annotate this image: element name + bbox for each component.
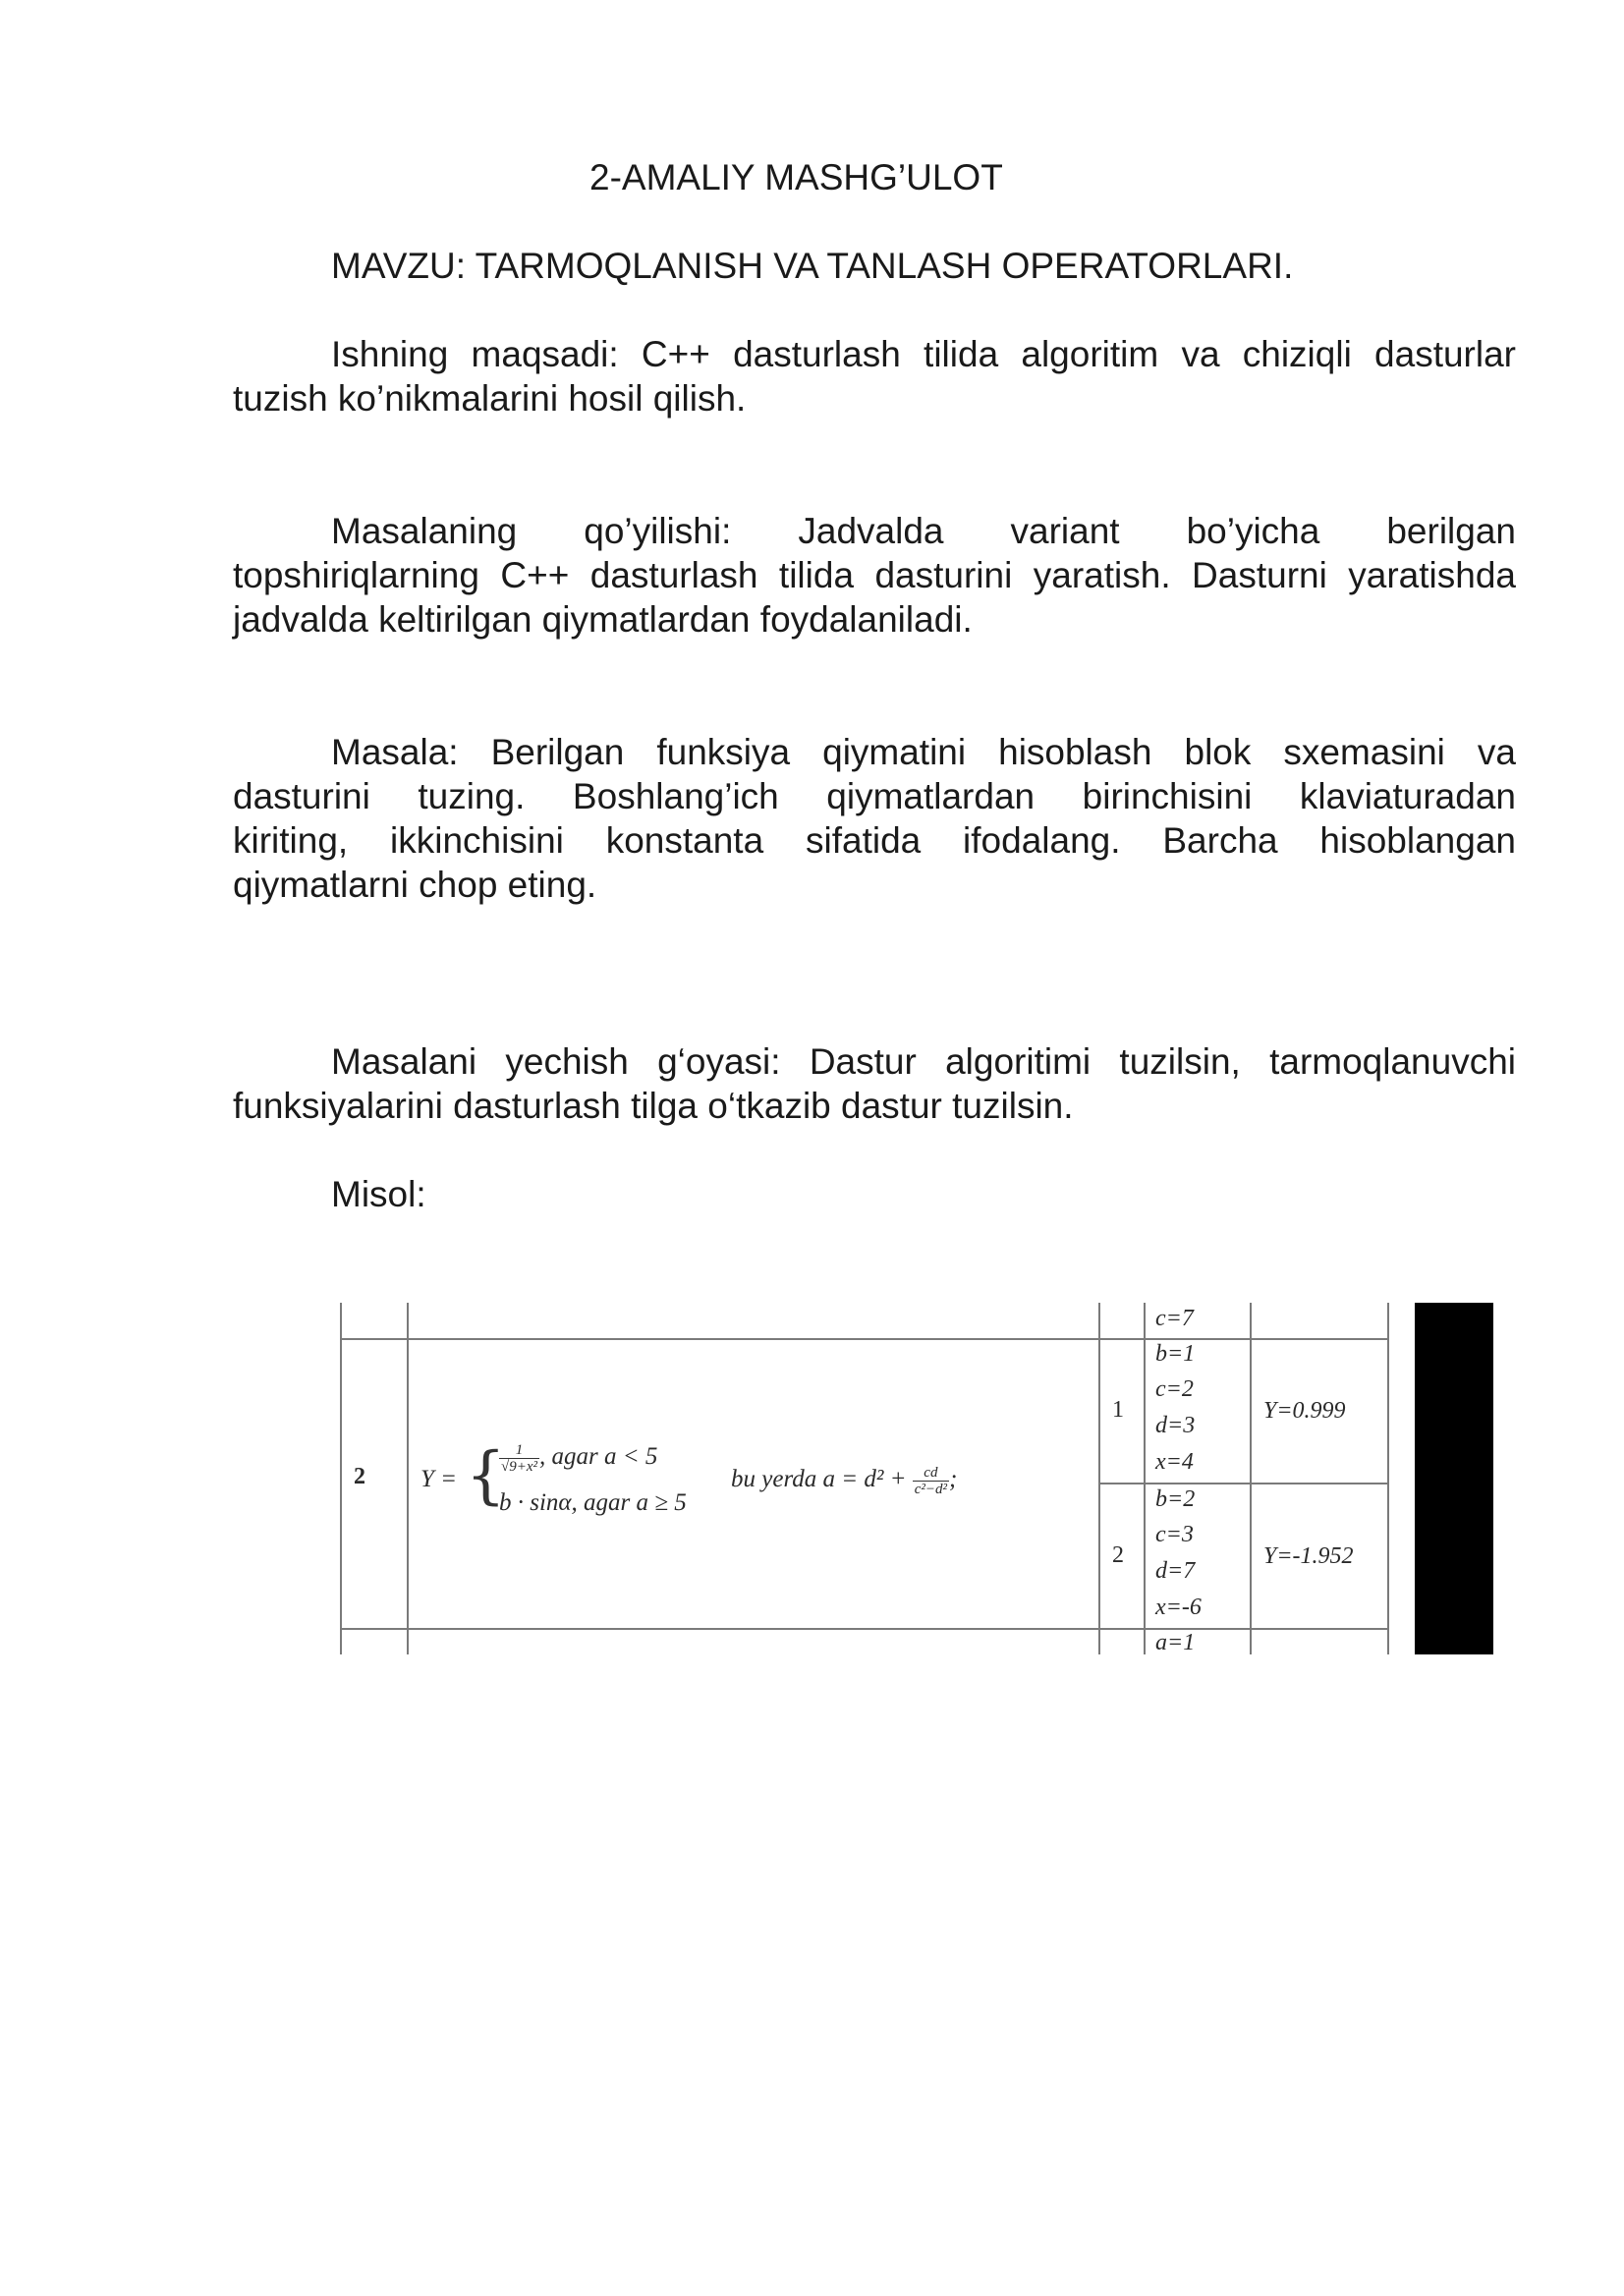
idea-line: Masalani yechish g‘oyasi: Dastur algoritimi tuzilsin, tarmoqlanuvchi — [331, 1041, 1516, 1082]
row-value: b=1 — [1155, 1341, 1196, 1367]
task-line: Masala: Berilgan funksiya qiymatini hisoblash blok sxemasini va — [331, 732, 1516, 772]
table-border — [340, 1303, 342, 1654]
table-border — [1387, 1303, 1389, 1654]
row-value: d=3 — [1155, 1413, 1196, 1438]
task-line: qiymatlarni chop eting. — [233, 865, 597, 905]
formula-case-1 — [499, 1442, 657, 1475]
case1-denominator: √9+x² — [501, 1459, 538, 1475]
bottom-value: a=1 — [1155, 1630, 1196, 1655]
case1-fraction — [499, 1442, 539, 1475]
statement-line: jadvalda keltirilgan qiymatlardan foydalaniladi. — [233, 599, 973, 640]
row-index: 1 — [1112, 1397, 1124, 1423]
where-end: ; — [949, 1466, 958, 1493]
table-border — [1098, 1483, 1389, 1484]
formula-brace: { — [466, 1439, 506, 1512]
goal-paragraph — [233, 332, 1516, 420]
row-value: c=3 — [1155, 1522, 1194, 1547]
where-numerator: cd — [913, 1465, 949, 1482]
example-table — [340, 1303, 1494, 1654]
statement-paragraph — [233, 509, 1516, 642]
formula-case-2: b · sinα, agar a ≥ 5 — [499, 1489, 687, 1516]
table-border — [1144, 1303, 1146, 1654]
goal-line: Ishning maqsadi: C++ dasturlash tilida algoritim va chiziqli dasturlar — [331, 334, 1516, 374]
table-border — [340, 1338, 1389, 1340]
example-label: Misol: — [331, 1174, 426, 1214]
statement-line: topshiriqlarning C++ dasturlash tilida dasturini yaratish. Dasturni yaratishda — [233, 555, 1516, 595]
task-paragraph — [233, 730, 1516, 907]
formula-where — [731, 1465, 957, 1497]
top-value: c=7 — [1155, 1306, 1194, 1331]
page-title: 2-AMALIY MASHG’ULOT — [589, 157, 1003, 197]
row-value: b=2 — [1155, 1486, 1196, 1512]
where-denominator: c²−d² — [914, 1482, 948, 1497]
idea-paragraph — [233, 1039, 1516, 1128]
task-line: kiriting, ikkinchisini konstanta sifatida ifodalang. Barcha hisoblangan — [233, 820, 1516, 861]
topic-heading: MAVZU: TARMOQLANISH VA TANLASH OPERATORLARI. — [331, 246, 1294, 286]
variant-number: 2 — [354, 1464, 365, 1489]
row-index: 2 — [1112, 1542, 1124, 1568]
where-fraction — [913, 1465, 949, 1497]
table-border — [1098, 1303, 1100, 1654]
redaction-block — [1415, 1303, 1493, 1654]
row-value: x=4 — [1155, 1449, 1194, 1475]
table-border — [407, 1303, 409, 1654]
where-text: bu yerda a = d² + — [731, 1466, 907, 1493]
formula-lhs: Y = — [420, 1466, 458, 1492]
row-value: x=-6 — [1155, 1595, 1202, 1620]
row-result: Y=0.999 — [1263, 1398, 1346, 1424]
goal-line: tuzish ko’nikmalarini hosil qilish. — [233, 378, 747, 419]
task-line: dasturini tuzing. Boshlang’ich qiymatlardan birinchisini klaviaturadan — [233, 776, 1516, 816]
row-value: c=2 — [1155, 1376, 1194, 1402]
idea-line: funksiyalarini dasturlash tilga o‘tkazib dastur tuzilsin. — [233, 1086, 1074, 1126]
case1-condition: , agar a < 5 — [539, 1443, 658, 1471]
table-border — [340, 1628, 1389, 1630]
case1-numerator: 1 — [499, 1442, 539, 1459]
table-border — [1250, 1303, 1252, 1654]
row-result: Y=-1.952 — [1263, 1543, 1354, 1569]
statement-line: Masalaning qo’yilishi: Jadvalda variant bo’yicha berilgan — [331, 511, 1516, 551]
row-value: d=7 — [1155, 1558, 1196, 1584]
